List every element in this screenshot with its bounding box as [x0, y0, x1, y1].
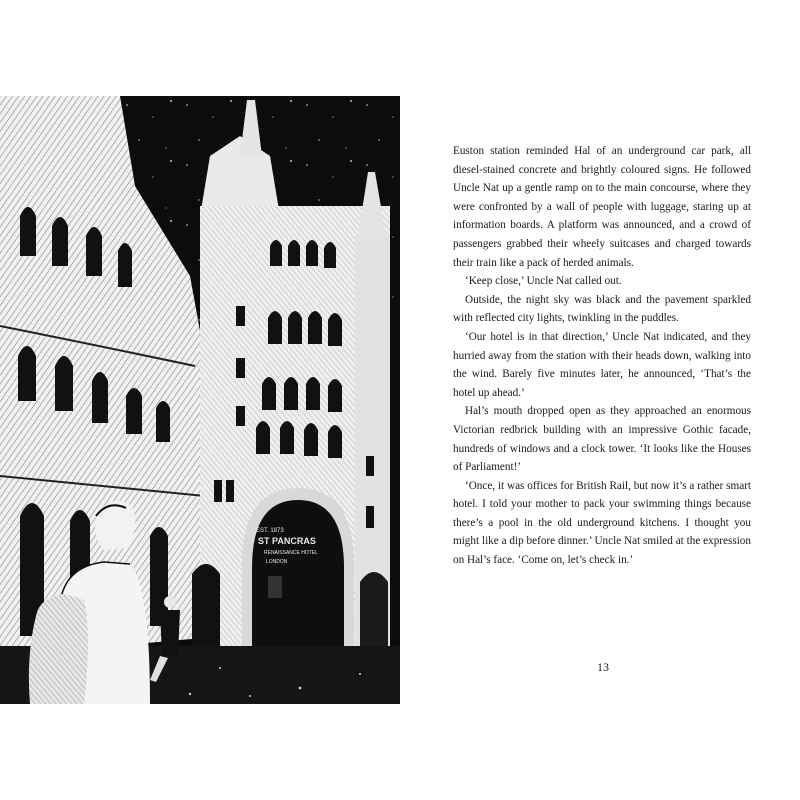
paragraph: Hal’s mouth dropped open as they approached an enormous Victorian redbrick building with an impressive Gothic facade, hundreds of windows and a clock tower. ‘It looks like the Houses of Parliament!’: [453, 405, 751, 474]
sign-year: EST. 1873: [256, 528, 284, 534]
sign-city: LONDON: [266, 559, 288, 565]
paragraph: Outside, the night sky was black and the pavement sparkled with reflected city lights, twinkling in the puddles.: [453, 293, 751, 325]
sign-name: ST PANCRAS: [258, 536, 316, 546]
story-text: [453, 142, 751, 570]
paragraph: ‘Once, it was offices for British Rail, but now it’s a rather smart hotel. I told your mother to pack your swimming things because there’s a pool in the old underground kitchens. I thought you might like a dip before dinner.’ Uncle Nat smiled at the expression on Hal’s face. ‘Come on, let’s check in.’: [453, 479, 751, 567]
paragraph: Euston station reminded Hal of an underground car park, all diesel-stained concrete and brightly coloured signs. He followed Uncle Nat up a gentle ramp on to the main concourse, where they were confronted by a wall of people with luggage, staring up at information boards. A platform was announced, and a crowd of passengers grabbed their wheely suitcases and charged towards their train like a pack of herded animals.: [453, 145, 751, 269]
page-number: 13: [597, 660, 609, 674]
paragraph: ‘Keep close,’ Uncle Nat called out.: [465, 275, 622, 288]
station-hotel-illustration: [0, 96, 400, 704]
paragraph: ‘Our hotel is in that direction,’ Uncle Nat indicated, and they hurried away from the station with their heads down, walking into the wind. Barely five minutes later, he announced, ‘That’s the hotel up ahead.’: [453, 330, 751, 399]
sign-subtitle: RENAISSANCE HOTEL: [264, 550, 318, 556]
